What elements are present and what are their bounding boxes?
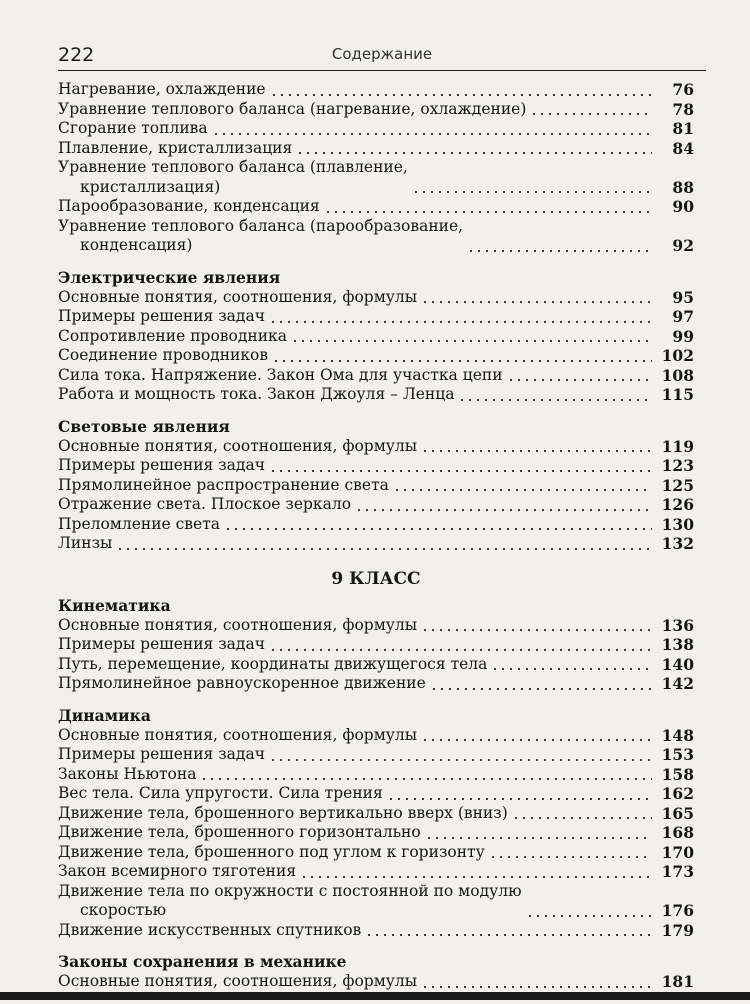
entry-page-number: 132	[661, 534, 694, 553]
toc-entry[interactable]	[58, 197, 694, 217]
entry-page-number: 148	[661, 725, 694, 745]
toc-entry[interactable]	[58, 843, 694, 863]
dot-leader	[421, 629, 652, 631]
toc-entry[interactable]	[58, 307, 694, 327]
dot-leader	[467, 250, 652, 252]
dot-leader	[212, 133, 652, 135]
dot-leader	[512, 817, 652, 819]
toc-section	[58, 417, 694, 554]
entry-title	[58, 674, 426, 694]
entry-title-text: Линзы	[58, 534, 113, 552]
entry-title	[58, 823, 421, 843]
toc-entry[interactable]	[58, 476, 694, 496]
dot-leader	[507, 379, 652, 381]
entry-page-number: 142	[661, 674, 694, 693]
entry-page-number: 123	[661, 456, 694, 475]
entry-page-number: 78	[672, 99, 694, 119]
dot-leader	[425, 837, 652, 839]
entry-page-number: 153	[661, 745, 694, 764]
entry-title-text: Законы Ньютона	[58, 764, 197, 783]
dot-leader	[116, 548, 652, 550]
toc-entry[interactable]	[58, 635, 694, 655]
entry-title-text: Движение тела, брошенного под углом к горизонту	[58, 842, 485, 861]
entry-title-continuation: кристаллизация)	[80, 177, 221, 196]
entry-title-text: Движение тела, брошенного горизонтально	[58, 823, 421, 841]
dot-leader	[270, 94, 652, 96]
toc-entry[interactable]	[58, 100, 694, 120]
entry-title	[58, 100, 526, 120]
page-number: 222	[58, 44, 95, 66]
entry-page-number: 102	[661, 346, 694, 365]
entry-title	[58, 745, 265, 765]
entry-title	[58, 217, 463, 256]
entry-title	[58, 616, 417, 636]
dot-leader	[269, 321, 652, 323]
dot-leader	[430, 688, 652, 690]
entry-title-text: Примеры решения задач	[58, 635, 265, 653]
toc-entry[interactable]	[58, 366, 694, 386]
section-heading: Электрические явления	[58, 267, 281, 287]
toc-entry[interactable]	[58, 674, 694, 694]
entry-title-text: Прямолинейное равноускоренное движение	[58, 674, 426, 692]
toc-entry[interactable]	[58, 217, 694, 256]
entry-title-text: Плавление, кристаллизация	[58, 138, 293, 157]
entry-title-text: Отражение света. Плоское зеркало	[58, 495, 352, 513]
toc-entry[interactable]	[58, 921, 694, 941]
entry-page-number: 88	[672, 177, 694, 197]
dot-leader	[421, 450, 652, 452]
toc-entry[interactable]	[58, 385, 694, 405]
entry-title	[58, 307, 265, 327]
entry-title-text: Уравнение теплового баланса (плавление,	[58, 158, 408, 176]
toc-entry[interactable]	[58, 972, 694, 992]
toc-entry[interactable]	[58, 437, 694, 457]
section-heading: Кинематика	[58, 595, 171, 615]
entry-page-number: 162	[661, 784, 694, 803]
entry-title-text: Преломление света	[58, 514, 221, 533]
toc-entry[interactable]	[58, 726, 694, 746]
entry-title	[58, 921, 361, 941]
entry-title	[58, 437, 417, 457]
dot-leader	[272, 360, 652, 362]
entry-title	[58, 495, 351, 515]
entry-title-text: Нагревание, охлаждение	[58, 80, 266, 98]
entry-title-text: Сила тока. Напряжение. Закон Ома для участка цепи	[58, 365, 503, 384]
entry-title	[58, 882, 522, 921]
entry-page-number: 125	[661, 475, 694, 495]
entry-title	[58, 288, 417, 308]
entry-title	[58, 972, 417, 992]
dot-leader	[489, 856, 652, 858]
entry-title-text: Уравнение теплового баланса (нагревание, охлаждение)	[58, 99, 527, 118]
entry-title	[58, 476, 389, 496]
entry-title-continuation: конденсация)	[80, 236, 193, 254]
dot-leader	[300, 876, 652, 878]
toc-entry[interactable]	[58, 655, 694, 675]
toc-entry[interactable]	[58, 139, 694, 159]
dot-leader	[387, 798, 652, 800]
entry-title	[58, 862, 296, 882]
entry-page-number: 170	[661, 842, 694, 862]
entry-title-text: Основные понятия, соотношения, формулы	[58, 972, 418, 990]
section-heading: Законы сохранения в механике	[58, 952, 347, 971]
entry-page-number: 90	[672, 197, 694, 216]
toc-entry[interactable]	[58, 80, 694, 100]
entry-page-number: 168	[661, 823, 694, 842]
entry-title-text: Основные понятия, соотношения, формулы	[58, 615, 418, 634]
dot-leader	[269, 470, 652, 472]
entry-page-number: 76	[672, 80, 694, 99]
toc-section	[58, 952, 694, 992]
dot-leader	[291, 340, 652, 342]
header-rule	[58, 70, 706, 71]
toc-entry[interactable]	[58, 346, 694, 366]
entry-title-text: Основные понятия, соотношения, формулы	[58, 436, 418, 455]
dot-leader	[458, 399, 652, 401]
table-of-contents	[58, 80, 694, 1004]
toc-entry[interactable]	[58, 745, 694, 765]
running-title: Содержание	[331, 45, 433, 63]
entry-title	[58, 327, 287, 347]
entry-page-number: 176	[661, 901, 694, 920]
dot-leader	[421, 301, 652, 303]
entry-title	[58, 515, 220, 535]
entry-page-number: 126	[661, 495, 694, 514]
entry-title	[58, 726, 417, 746]
entry-title	[58, 80, 266, 100]
entry-title-text: Основные понятия, соотношения, формулы	[58, 725, 418, 744]
dot-leader	[324, 211, 652, 213]
dot-leader	[296, 152, 652, 154]
entry-page-number: 115	[661, 385, 694, 404]
entry-page-number: 99	[672, 326, 694, 346]
entry-page-number: 84	[672, 138, 694, 158]
dot-leader	[200, 778, 652, 780]
entry-title-text: Вес тела. Сила упругости. Сила трения	[58, 784, 383, 802]
entry-title	[58, 534, 112, 554]
toc-entry[interactable]	[58, 456, 694, 476]
toc-entry[interactable]	[58, 862, 694, 882]
entry-title	[58, 139, 292, 159]
entry-title	[58, 804, 508, 824]
entry-title	[58, 765, 196, 785]
entry-title	[58, 385, 454, 405]
toc-entry[interactable]	[58, 534, 694, 554]
entry-title-text: Примеры решения задач	[58, 745, 265, 763]
entry-page-number: 138	[661, 635, 694, 654]
entry-title-text: Движение тела, брошенного вертикально вверх (вниз)	[58, 803, 508, 822]
entry-title	[58, 784, 383, 804]
dot-leader	[526, 915, 652, 917]
toc-section	[58, 566, 694, 694]
entry-title-text: Движение тела по окружности с постоянной по модулю	[58, 881, 522, 900]
dot-leader	[530, 113, 652, 115]
entry-title-text: Парообразование, конденсация	[58, 197, 320, 215]
entry-page-number: 179	[661, 920, 694, 940]
entry-page-number: 130	[661, 514, 694, 534]
dot-leader	[224, 528, 652, 530]
entry-title-text: Примеры решения задач	[58, 307, 265, 325]
entry-page-number: 119	[661, 436, 694, 456]
toc-section	[58, 268, 694, 405]
entry-page-number: 140	[661, 654, 694, 674]
entry-title-text: Движение искусственных спутников	[58, 920, 362, 939]
entry-title-continuation: скоростью	[80, 901, 167, 919]
entry-title-text: Прямолинейное распространение света	[58, 475, 389, 494]
section-heading: Световые явления	[58, 416, 230, 436]
bottom-edge	[0, 992, 750, 1000]
toc-entry[interactable]	[58, 784, 694, 804]
dot-leader	[269, 649, 652, 651]
dot-leader	[421, 986, 652, 988]
entry-title	[58, 843, 485, 863]
entry-page-number: 108	[661, 365, 694, 385]
dot-leader	[269, 759, 652, 761]
entry-page-number: 81	[672, 119, 694, 138]
entry-page-number: 92	[672, 236, 694, 255]
entry-title-text: Закон всемирного тяготения	[58, 862, 297, 880]
page-header	[58, 42, 706, 72]
dot-leader	[365, 934, 652, 936]
entry-title-text: Работа и мощность тока. Закон Джоуля – Ленца	[58, 385, 455, 403]
entry-page-number: 97	[672, 307, 694, 326]
entry-page-number: 158	[661, 764, 694, 784]
toc-entry[interactable]	[58, 804, 694, 824]
toc-entry[interactable]	[58, 288, 694, 308]
entry-title	[58, 119, 208, 139]
entry-title	[58, 158, 408, 197]
entry-title	[58, 655, 487, 675]
dot-leader	[491, 668, 652, 670]
entry-title-text: Примеры решения задач	[58, 456, 265, 474]
toc-section	[58, 80, 694, 256]
entry-title-text: Сгорание топлива	[58, 119, 208, 137]
entry-title	[58, 346, 268, 366]
toc-entry[interactable]	[58, 495, 694, 515]
dot-leader	[355, 509, 652, 511]
entry-title-text: Путь, перемещение, координаты движущегося тела	[58, 654, 488, 673]
entry-page-number: 173	[661, 862, 694, 881]
entry-title	[58, 635, 265, 655]
toc-entry[interactable]	[58, 882, 694, 921]
entry-title-text: Соединение проводников	[58, 346, 269, 364]
entry-page-number: 165	[661, 803, 694, 823]
toc-entry[interactable]	[58, 765, 694, 785]
dot-leader	[393, 489, 652, 491]
toc-entry[interactable]	[58, 327, 694, 347]
entry-title	[58, 197, 320, 217]
toc-entry[interactable]	[58, 616, 694, 636]
dot-leader	[421, 739, 652, 741]
entry-title-text: Уравнение теплового баланса (парообразование,	[58, 216, 464, 235]
entry-page-number: 95	[672, 287, 694, 307]
toc-section	[58, 706, 694, 941]
entry-title	[58, 366, 503, 386]
section-heading: Динамика	[58, 705, 151, 725]
toc-entry[interactable]	[58, 119, 694, 139]
entry-title-text: Сопротивление проводника	[58, 326, 287, 345]
entry-title-text: Основные понятия, соотношения, формулы	[58, 287, 418, 306]
grade-heading: 9 КЛАСС	[331, 568, 421, 589]
entry-page-number: 136	[661, 615, 694, 635]
toc-entry[interactable]	[58, 158, 694, 197]
entry-page-number: 181	[661, 972, 694, 991]
entry-title	[58, 456, 265, 476]
toc-entry[interactable]	[58, 515, 694, 535]
toc-entry[interactable]	[58, 823, 694, 843]
dot-leader	[412, 191, 652, 193]
